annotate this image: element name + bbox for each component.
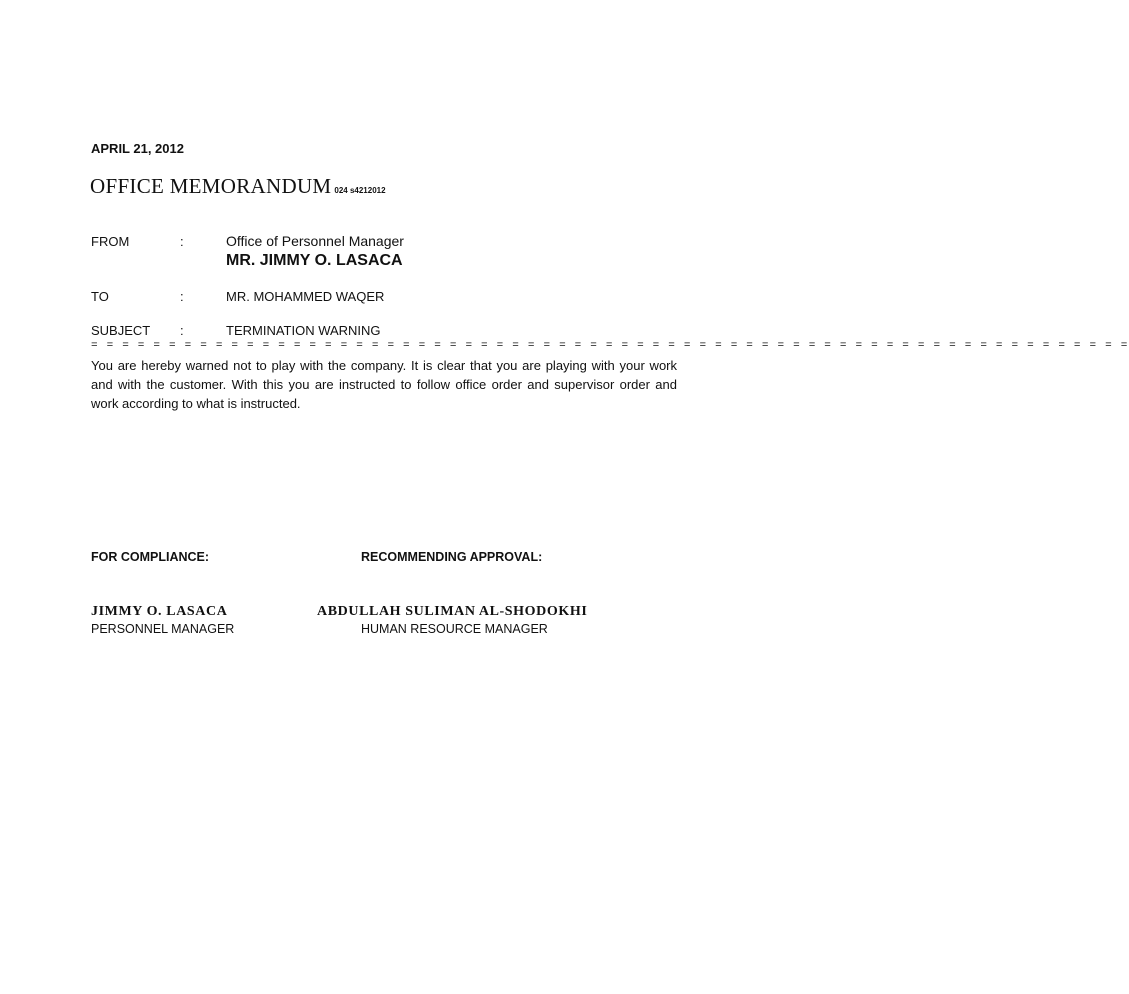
memo-code: 024 s4212012 <box>334 186 386 195</box>
to-colon: : <box>180 289 184 304</box>
from-colon: : <box>180 234 184 249</box>
signatory-right-title: HUMAN RESOURCE MANAGER <box>361 622 548 636</box>
signatory-left-name: JIMMY O. LASACA <box>91 604 228 619</box>
memo-title: OFFICE MEMORANDUM <box>90 174 332 198</box>
memo-body: You are hereby warned not to play with the company. It is clear that you are playing with your work and with the customer. With this you are instructed to follow office order and supervisor order and work according to what is instructed. <box>91 358 677 411</box>
from-office: Office of Personnel Manager <box>226 233 404 249</box>
signatory-right-name: ABDULLAH SULIMAN AL-SHODOKHI <box>317 604 588 619</box>
subject-label: SUBJECT <box>91 323 151 338</box>
to-label: TO <box>91 289 109 304</box>
subject-value: TERMINATION WARNING <box>226 323 381 338</box>
signatory-left-title: PERSONNEL MANAGER <box>91 622 235 636</box>
divider-line: = = = = = = = = = = = = = = = = = = = = = = = = = = = = = = = = = = = = = = = = = = = = = = = = = = = = = = = = = = = = = = = = = = = <box>91 340 1129 352</box>
memo-date: APRIL 21, 2012 <box>91 141 184 156</box>
recommending-label: RECOMMENDING APPROVAL: <box>361 550 543 564</box>
from-name: MR. JIMMY O. LASACA <box>226 252 403 269</box>
to-value: MR. MOHAMMED WAQER <box>226 289 385 304</box>
memo-title-line <box>90 174 386 199</box>
subject-colon: : <box>180 323 184 338</box>
from-label: FROM <box>91 234 130 249</box>
compliance-label: FOR COMPLIANCE: <box>91 550 210 564</box>
